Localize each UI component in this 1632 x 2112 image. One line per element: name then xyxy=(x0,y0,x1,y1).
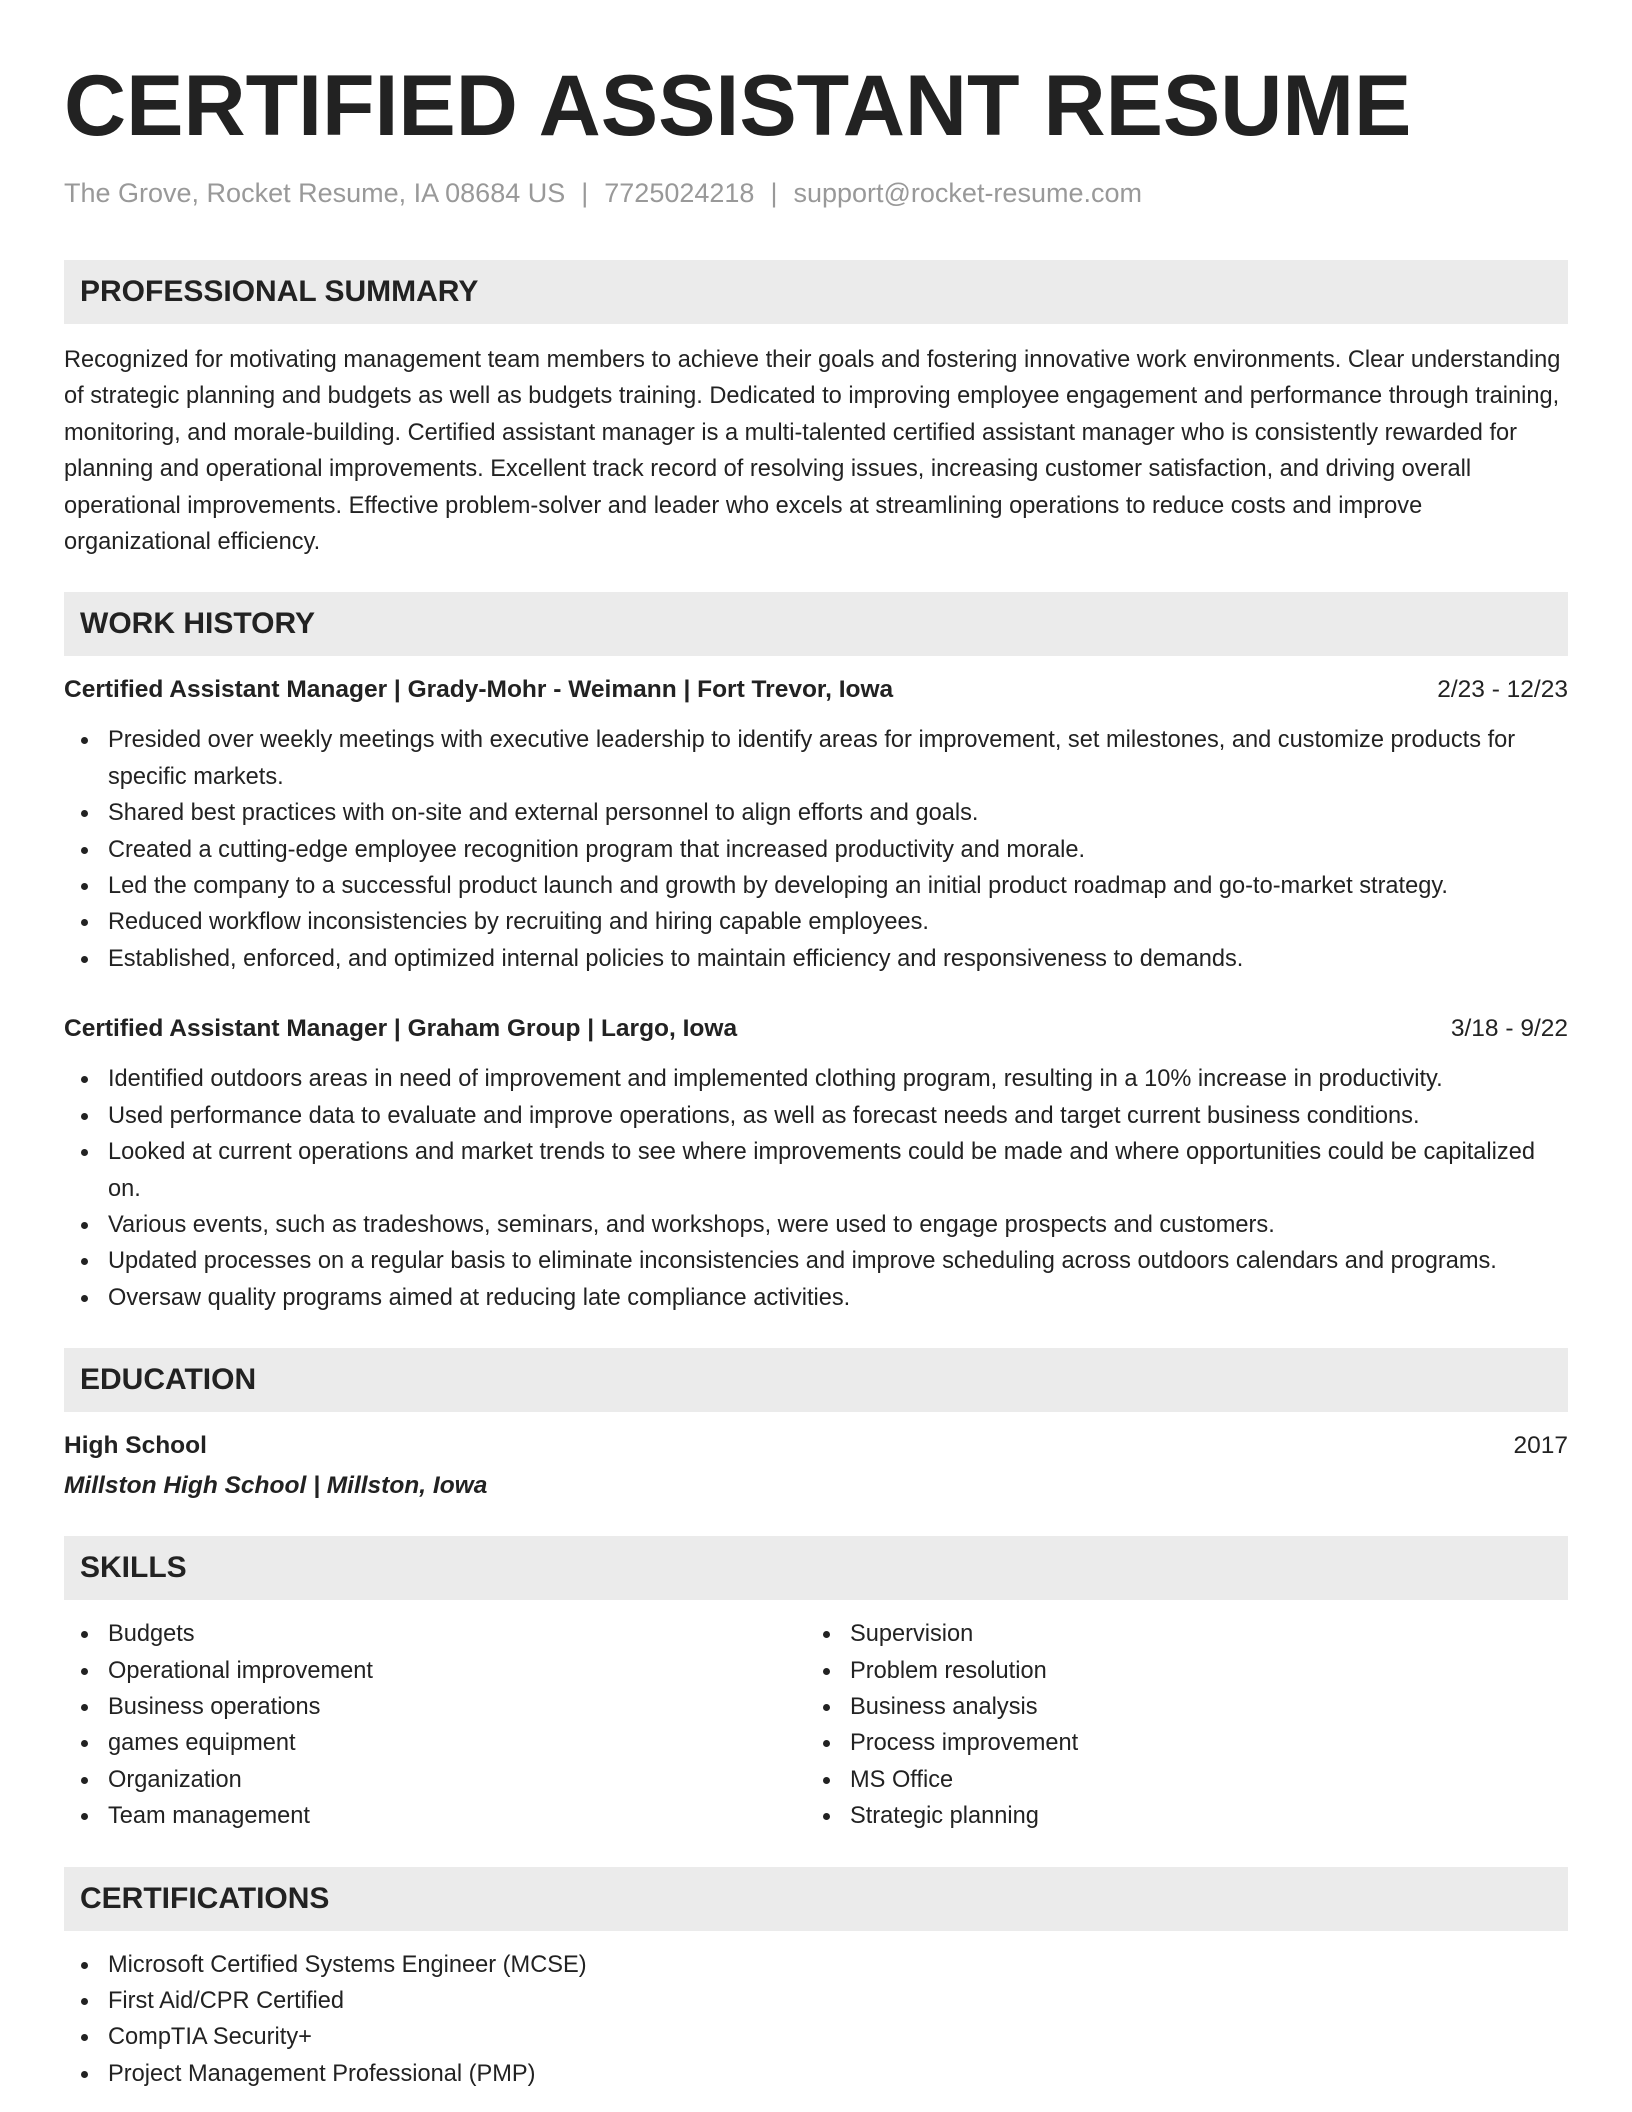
certification-item: First Aid/CPR Certified xyxy=(108,1983,1568,2019)
skills-column-right xyxy=(806,1616,1590,1834)
certifications-list xyxy=(64,1947,1568,2093)
education-entry xyxy=(64,1430,1568,1502)
education-header xyxy=(64,1430,1568,1462)
job-bullets xyxy=(64,722,1568,977)
skill-item: Organization xyxy=(108,1762,806,1798)
skills-column-left xyxy=(64,1616,806,1834)
job-entry xyxy=(64,674,1568,977)
certification-item: CompTIA Security+ xyxy=(108,2019,1568,2055)
job-bullet: Created a cutting-edge employee recognition program that increased productivity and morale. xyxy=(108,832,1568,868)
skills-list xyxy=(64,1616,1568,1834)
job-dates: 3/18 - 9/22 xyxy=(1450,1015,1568,1043)
skill-item: Operational improvement xyxy=(108,1653,806,1689)
job-bullet: Used performance data to evaluate and improve operations, as well as forecast needs and target current business conditions. xyxy=(108,1098,1568,1134)
job-header xyxy=(64,674,1568,706)
job-bullets xyxy=(64,1061,1568,1316)
summary-text: Recognized for motivating management team members to achieve their goals and fostering innovative work environments. Clear understanding of strategic planning and budgets as well as budgets training. Dedicated to improving employee engagement and performance through training, monitoring, and morale-building. Certified assistant manager is a multi-talented certified assistant manager who is consistently rewarded for planning and operational improvements. Excellent track record of resolving issues, increasing customer satisfaction, and driving overall operational improvements. Effective problem-solver and leader who excels at streamlining operations to reduce costs and improve organizational efficiency. xyxy=(64,347,1561,556)
skill-item: Process improvement xyxy=(850,1725,1590,1761)
job-dates: 2/23 - 12/23 xyxy=(1437,676,1568,704)
resume-title: CERTIFIED ASSISTANT RESUME xyxy=(64,58,1412,154)
education-degree: High School xyxy=(64,1432,207,1460)
section-heading-summary: PROFESSIONAL SUMMARY xyxy=(64,260,1568,324)
skill-item: Problem resolution xyxy=(850,1653,1590,1689)
contact-phone: 7725024218 xyxy=(604,178,755,208)
education-school: Millston High School | Millston, Iowa xyxy=(64,1472,488,1500)
skill-item: Team management xyxy=(108,1798,806,1834)
section-heading-certifications: CERTIFICATIONS xyxy=(64,1867,1568,1931)
job-bullet: Oversaw quality programs aimed at reducing late compliance activities. xyxy=(108,1280,1568,1316)
job-bullet: Presided over weekly meetings with executive leadership to identify areas for improvement, set milestones, and customize products for specific markets. xyxy=(108,722,1568,795)
job-bullet: Various events, such as tradeshows, seminars, and workshops, were used to engage prospects and customers. xyxy=(108,1207,1568,1243)
job-entry xyxy=(64,1013,1568,1316)
skill-item: Business operations xyxy=(108,1689,806,1725)
job-bullet: Updated processes on a regular basis to eliminate inconsistencies and improve scheduling across outdoors calendars and programs. xyxy=(108,1243,1568,1279)
certification-item: Microsoft Certified Systems Engineer (MCSE) xyxy=(108,1947,1568,1983)
skill-item: games equipment xyxy=(108,1725,806,1761)
certification-item: Project Management Professional (PMP) xyxy=(108,2056,1568,2092)
skill-item: Strategic planning xyxy=(850,1798,1590,1834)
skill-item: Business analysis xyxy=(850,1689,1590,1725)
contact-separator: | xyxy=(581,178,589,208)
job-bullet: Led the company to a successful product launch and growth by developing an initial product roadmap and go-to-market strategy. xyxy=(108,868,1568,904)
skill-item: Supervision xyxy=(850,1616,1590,1652)
contact-separator: | xyxy=(770,178,778,208)
section-heading-work-history: WORK HISTORY xyxy=(64,592,1568,656)
contact-line xyxy=(64,176,1568,210)
contact-email: support@rocket-resume.com xyxy=(793,178,1142,208)
job-title: Certified Assistant Manager | Grady-Mohr - Weimann | Fort Trevor, Iowa xyxy=(64,676,894,704)
resume-page xyxy=(64,58,1568,2092)
section-heading-skills: SKILLS xyxy=(64,1536,1568,1600)
contact-address: The Grove, Rocket Resume, IA 08684 US xyxy=(64,178,566,208)
job-bullet: Looked at current operations and market trends to see where improvements could be made and where opportunities could be capitalized on. xyxy=(108,1134,1568,1207)
section-heading-education: EDUCATION xyxy=(64,1348,1568,1412)
education-year: 2017 xyxy=(1513,1432,1568,1460)
job-title: Certified Assistant Manager | Graham Group | Largo, Iowa xyxy=(64,1015,738,1043)
job-bullet: Established, enforced, and optimized internal policies to maintain efficiency and responsiveness to demands. xyxy=(108,941,1568,977)
job-bullet: Shared best practices with on-site and external personnel to align efforts and goals. xyxy=(108,795,1568,831)
job-bullet: Reduced workflow inconsistencies by recruiting and hiring capable employees. xyxy=(108,904,1568,940)
job-bullet: Identified outdoors areas in need of improvement and implemented clothing program, resulting in a 10% increase in productivity. xyxy=(108,1061,1568,1097)
job-header xyxy=(64,1013,1568,1045)
skill-item: Budgets xyxy=(108,1616,806,1652)
skill-item: MS Office xyxy=(850,1762,1590,1798)
